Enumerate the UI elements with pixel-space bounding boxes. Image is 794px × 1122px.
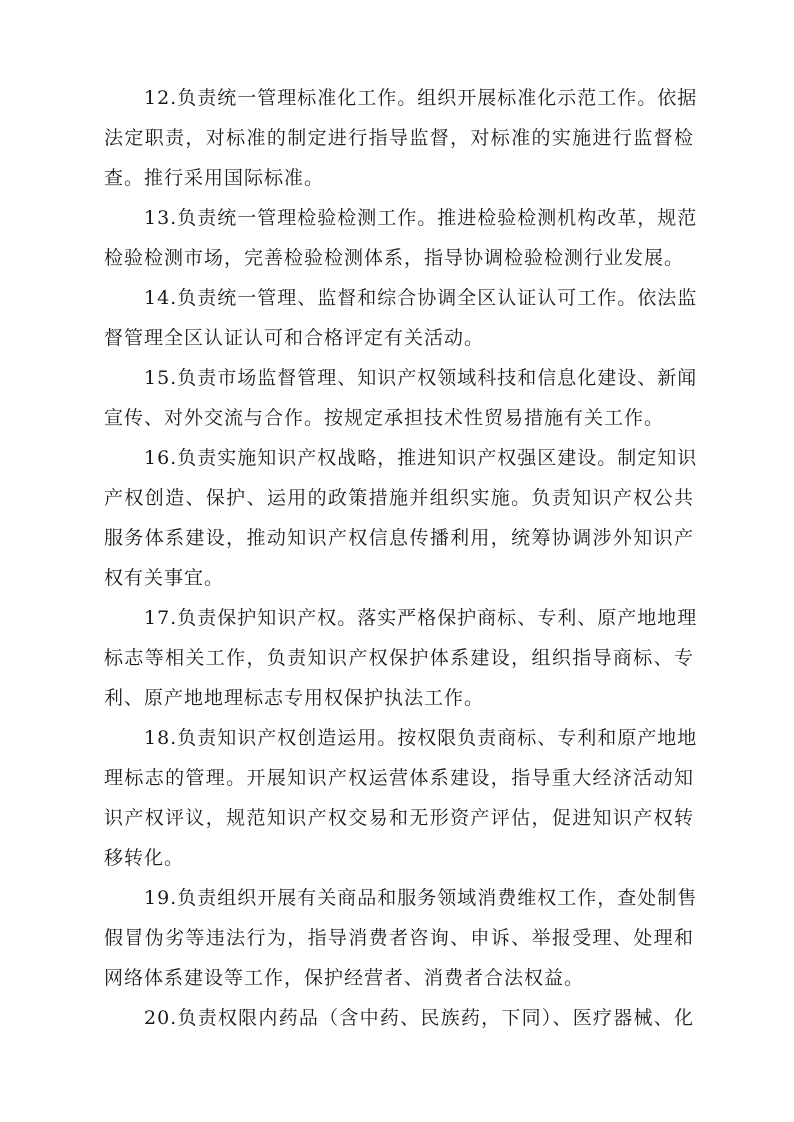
paragraph-line: 法定职责，对标准的制定进行指导监督，对标准的实施进行监督检 xyxy=(104,127,694,149)
paragraph-line: 理标志的管理。开展知识产权运营体系建设，指导重大经济活动知 xyxy=(104,767,694,789)
paragraph-line: 服务体系建设，推动知识产权信息传播利用，统筹协调涉外知识产 xyxy=(104,527,694,549)
paragraph-line: 20.负责权限内药品（含中药、民族药，下同）、医疗器械、化 xyxy=(144,1007,694,1029)
paragraph-18 xyxy=(104,718,698,878)
paragraph-line: 产权创造、保护、运用的政策措施并组织实施。负责知识产权公共 xyxy=(104,487,694,509)
paragraph-line: 13.负责统一管理检验检测工作。推进检验检测机构改革，规范 xyxy=(144,207,698,229)
paragraph-16 xyxy=(104,438,698,598)
paragraph-line: 移转化。 xyxy=(104,847,185,869)
document-body xyxy=(104,78,698,1038)
paragraph-line: 19.负责组织开展有关商品和服务领域消费维权工作，查处制售 xyxy=(144,887,698,909)
paragraph-19 xyxy=(104,878,698,998)
paragraph-line: 查。推行采用国际标准。 xyxy=(104,167,325,189)
paragraph-line: 检验检测市场，完善检验检测体系，指导协调检验检测行业发展。 xyxy=(104,247,685,269)
paragraph-15 xyxy=(104,358,698,438)
paragraph-line: 17.负责保护知识产权。落实严格保护商标、专利、原产地地理 xyxy=(144,607,698,629)
paragraph-14 xyxy=(104,278,698,358)
paragraph-line: 利、原产地地理标志专用权保护执法工作。 xyxy=(104,687,485,709)
paragraph-12 xyxy=(104,78,698,198)
paragraph-line: 12.负责统一管理标准化工作。组织开展标准化示范工作。依据 xyxy=(144,87,698,109)
paragraph-line: 假冒伪劣等违法行为，指导消费者咨询、申诉、举报受理、处理和 xyxy=(104,927,694,949)
paragraph-line: 权有关事宜。 xyxy=(104,567,225,589)
paragraph-line: 标志等相关工作，负责知识产权保护体系建设，组织指导商标、专 xyxy=(104,647,694,669)
paragraph-line: 宣传、对外交流与合作。按规定承担技术性贸易措施有关工作。 xyxy=(104,407,665,429)
paragraph-line: 16.负责实施知识产权战略，推进知识产权强区建设。制定知识 xyxy=(144,447,698,469)
paragraph-line: 18.负责知识产权创造运用。按权限负责商标、专利和原产地地 xyxy=(144,727,698,749)
paragraph-20 xyxy=(104,998,694,1038)
paragraph-line: 网络体系建设等工作，保护经营者、消费者合法权益。 xyxy=(104,967,585,989)
paragraph-line: 识产权评议，规范知识产权交易和无形资产评估，促进知识产权转 xyxy=(104,807,694,829)
paragraph-line: 15.负责市场监督管理、知识产权领域科技和信息化建设、新闻 xyxy=(144,367,698,389)
paragraph-line: 督管理全区认证认可和合格评定有关活动。 xyxy=(104,327,485,349)
paragraph-line: 14.负责统一管理、监督和综合协调全区认证认可工作。依法监 xyxy=(144,287,698,309)
paragraph-17 xyxy=(104,598,698,718)
paragraph-13 xyxy=(104,198,698,278)
